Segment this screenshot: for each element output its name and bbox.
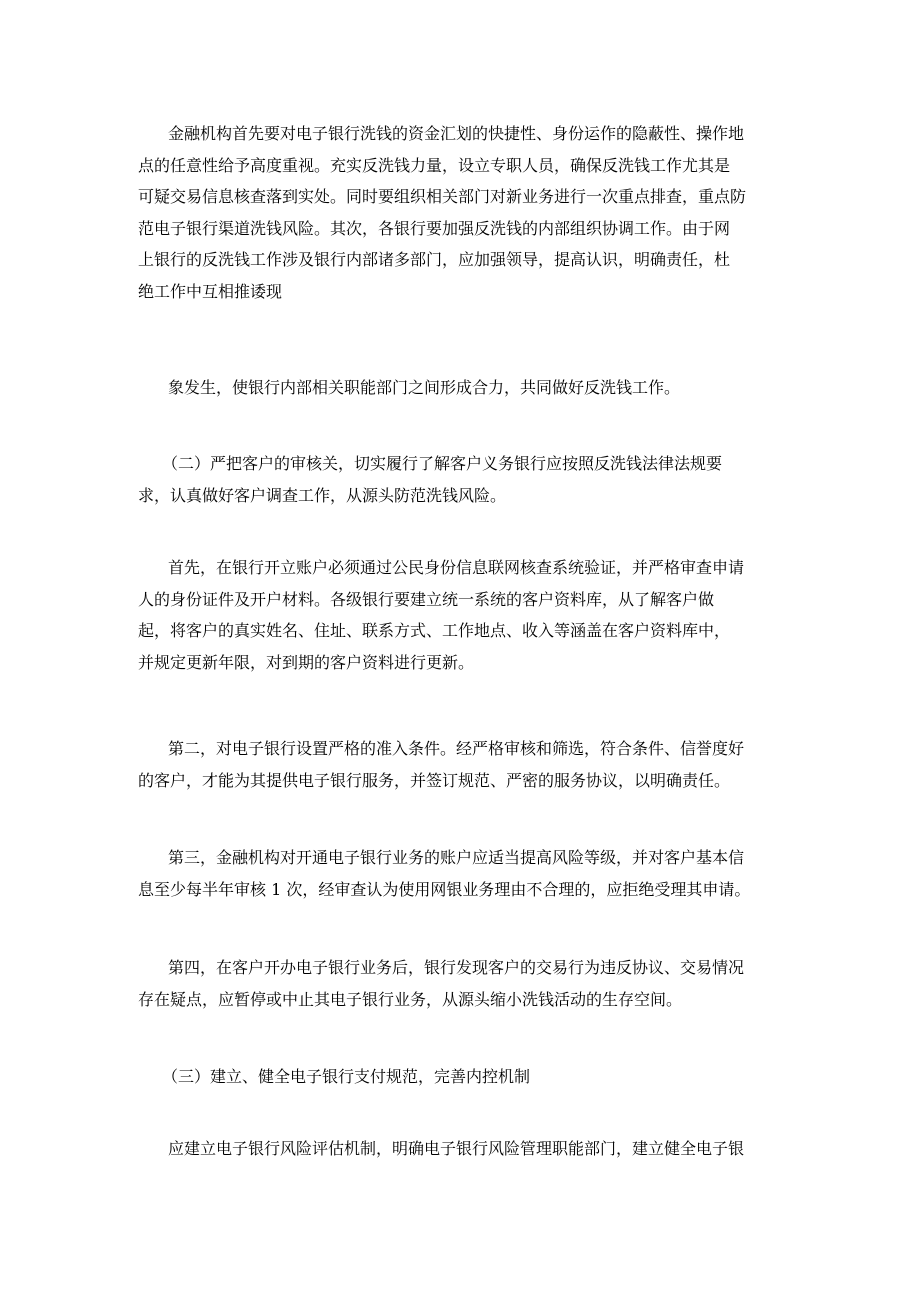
- paragraph-line: 范电子银行渠道洗钱风险。其次，各银行要加强反洗钱的内部组织协调工作。由于网: [138, 218, 731, 238]
- paragraph-line: 息至少每半年审核 1 次，经审查认为使用网银业务理由不合理的，应拒绝受理其申请。: [138, 879, 751, 899]
- paragraph-line: 第四，在客户开办电子银行业务后，银行发现客户的交易行为违反协议、交易情况: [168, 958, 745, 977]
- paragraph-6: [138, 842, 808, 905]
- paragraph-line: 金融机构首先要对电子银行洗钱的资金汇划的快捷性、身份运作的隐蔽性、操作地: [168, 124, 745, 143]
- paragraph-line: 上银行的反洗钱工作涉及银行内部诸多部门，应加强领导，提高认识，明确责任，杜: [138, 250, 731, 269]
- paragraph-line: 绝工作中互相推诿现: [138, 281, 283, 301]
- paragraph-2: [138, 372, 808, 404]
- paragraph-line: 的客户，才能为其提供电子银行服务，并签订规范、严密的服务协议，以明确责任。: [138, 770, 731, 790]
- section-heading-2: [138, 448, 808, 511]
- paragraph-line: 点的任意性给予高度重视。充实反洗钱力量，设立专职人员，确保反洗钱工作尤其是: [138, 155, 731, 175]
- paragraph-line: 第三，金融机构对开通电子银行业务的账户应适当提高风险等级，并对客户基本信: [168, 848, 745, 867]
- paragraph-line: 首先，在银行开立账户必须通过公民身份信息联网核查系统验证，并严格审查申请: [168, 558, 745, 577]
- paragraph-7: [138, 952, 808, 1015]
- paragraph-line: 求，认真做好客户调查工作，从源头防范洗钱风险。: [138, 485, 507, 505]
- paragraph-line: 人的身份证件及开户材料。各级银行要建立统一系统的客户资料库，从了解客户做: [138, 589, 715, 609]
- paragraph-line: 存在疑点，应暂停或中止其电子银行业务，从源头缩小洗钱活动的生存空间。: [138, 989, 683, 1009]
- paragraph-line: 应建立电子银行风险评估机制，明确电子银行风险管理职能部门，建立健全电子银: [168, 1139, 745, 1158]
- paragraph-1: [138, 118, 808, 307]
- paragraph-line: 起，将客户的真实姓名、住址、联系方式、工作地点、收入等涵盖在客户资料库中，: [138, 621, 731, 640]
- paragraph-line: 可疑交易信息核查落到实处。同时要组织相关部门对新业务进行一次重点排查，重点防: [138, 187, 747, 206]
- paragraph-line: （二）严把客户的审核关，切实履行了解客户义务银行应按照反洗钱法律法规要: [162, 454, 723, 473]
- paragraph-9: [138, 1133, 808, 1165]
- paragraph-line: 第二，对电子银行设置严格的准入条件。经严格审核和筛选，符合条件、信誉度好: [168, 739, 745, 758]
- section-heading-3: [138, 1061, 808, 1093]
- paragraph-line: 并规定更新年限，对到期的客户资料进行更新。: [138, 652, 475, 672]
- paragraph-5: [138, 733, 808, 796]
- paragraph-line: 象发生，使银行内部相关职能部门之间形成合力，共同做好反洗钱工作。: [168, 378, 681, 397]
- paragraph-line: （三）建立、健全电子银行支付规范，完善内控机制: [162, 1067, 531, 1086]
- paragraph-4: [138, 552, 808, 678]
